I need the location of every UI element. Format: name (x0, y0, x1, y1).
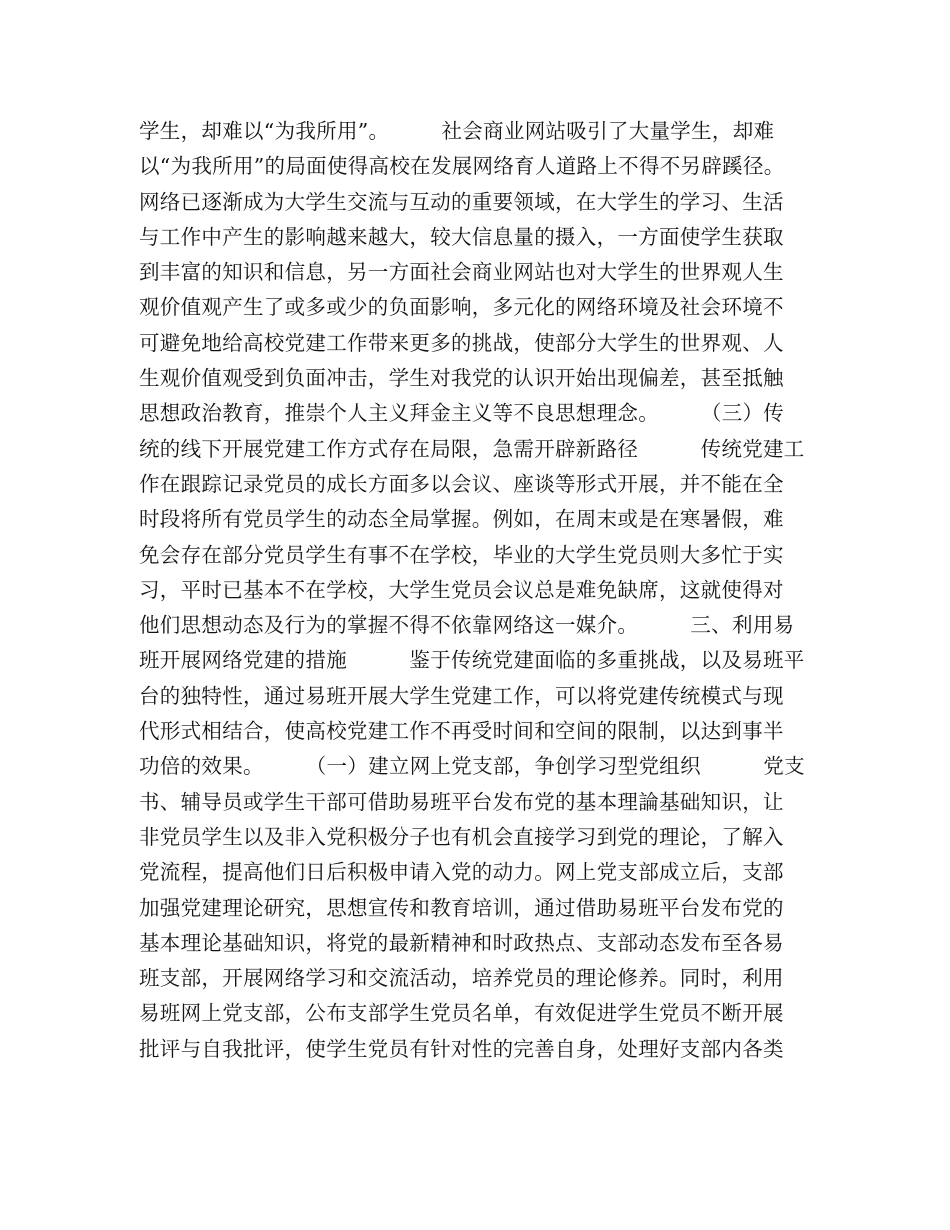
text-line: 时段将所有党员学生的动态全局掌握。例如，在周末或是在寒暑假，难 (139, 507, 784, 532)
text-line: 习，平时已基本不在学校，大学生党员会议总是难免缺席，这就使得对 (139, 577, 784, 602)
text-line: 作在跟踪记录党员的成长方面多以会议、座谈等形式开展，并不能在全 (139, 471, 784, 496)
text-line: 网络已逐渐成为大学生交流与互动的重要领域，在大学生的学习、生活 (139, 189, 784, 214)
text-line: 观价值观产生了或多或少的负面影响，多元化的网络环境及社会环境不 (139, 295, 784, 320)
text-line: 功倍的效果。 （一）建立网上党支部，争创学习型党组织 党支 (139, 754, 805, 779)
text-line: 生观价值观受到负面冲击，学生对我党的认识开始出现偏差，甚至抵触 (139, 366, 784, 391)
text-line: 班开展网络党建的措施 鉴于传统党建面临的多重挑战，以及易班平 (139, 648, 805, 673)
body-text (139, 114, 829, 1067)
text-line: 思想政治教育，推崇个人主义拜金主义等不良思想理念。 （三）传 (139, 401, 785, 426)
text-line: 以“为我所用”的局面使得高校在发展网络育人道路上不得不另辟蹊径。 (139, 154, 785, 179)
text-line: 书、辅导员或学生干部可借助易班平台发布党的基本理論基础知识，让 (139, 789, 784, 814)
text-line: 免会存在部分党员学生有事不在学校，毕业的大学生党员则大多忙于实 (139, 542, 784, 567)
text-line: 可避免地给高校党建工作带来更多的挑战，使部分大学生的世界观、人 (139, 330, 784, 355)
text-line: 党流程，提高他们日后积极申请入党的动力。网上党支部成立后，支部 (139, 860, 784, 885)
text-line: 统的线下开展党建工作方式存在局限，急需开辟新路径 传统党建工 (139, 436, 805, 461)
text-line: 班支部，开展网络学习和交流活动，培养党员的理论修养。同时，利用 (139, 966, 784, 991)
text-line: 他们思想动态及行为的掌握不得不依靠网络这一媒介。 三、利用易 (139, 613, 795, 638)
text-line: 加强党建理论研究，思想宣传和教育培训，通过借助易班平台发布党的 (139, 895, 784, 920)
text-line: 与工作中产生的影响越来越大，较大信息量的摄入，一方面使学生获取 (139, 224, 784, 249)
text-line: 代形式相结合，使高校党建工作不再受时间和空间的限制，以达到事半 (139, 719, 784, 744)
text-line: 到丰富的知识和信息，另一方面社会商业网站也对大学生的世界观人生 (139, 260, 784, 285)
text-line: 批评与自我批评，使学生党员有针对性的完善自身，处理好支部内各类 (139, 1036, 784, 1061)
text-line: 基本理论基础知识，将党的最新精神和时政热点、支部动态发布至各易 (139, 930, 784, 955)
text-line: 易班网上党支部，公布支部学生党员名单，有效促进学生党员不断开展 (139, 1001, 784, 1026)
text-line: 台的独特性，通过易班开展大学生党建工作，可以将党建传统模式与现 (139, 683, 784, 708)
text-line: 学生，却难以“为我所用”。 社会商业网站吸引了大量学生，却难 (139, 119, 775, 143)
text-line: 非党员学生以及非入党积极分子也有机会直接学习到党的理论，了解入 (139, 824, 784, 849)
